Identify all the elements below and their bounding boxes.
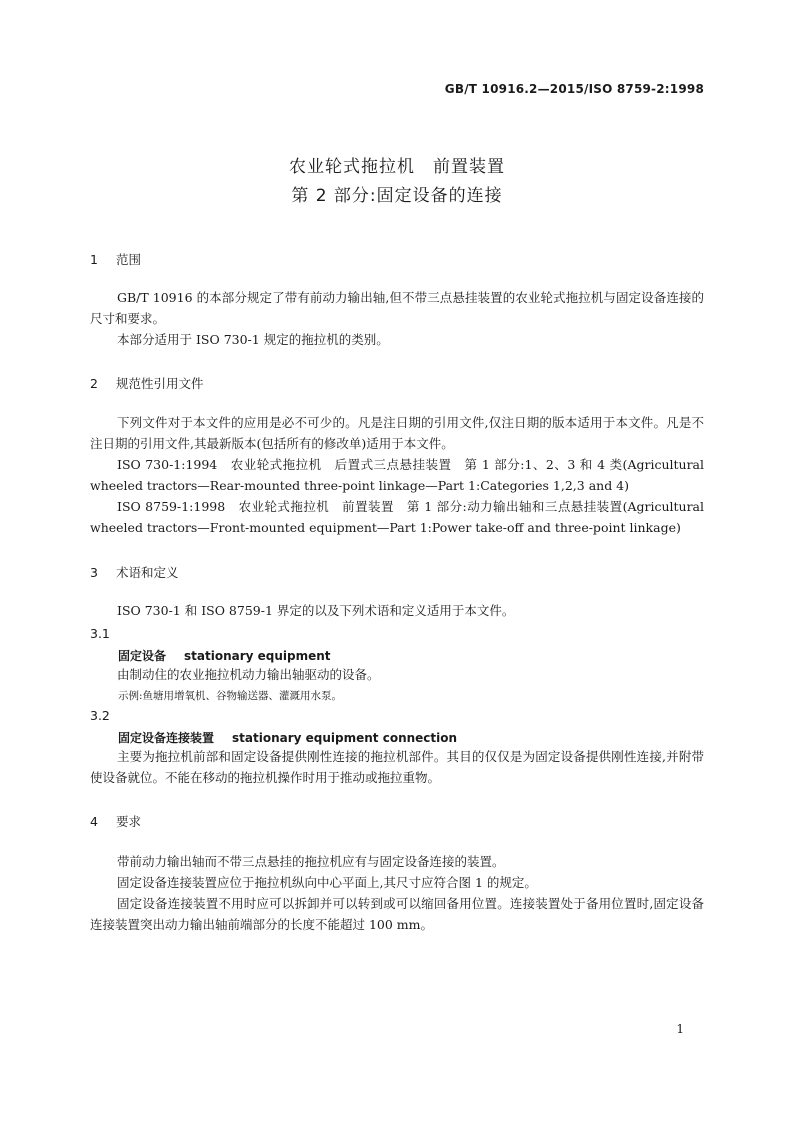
section-title: 范围: [116, 252, 142, 267]
section-3-heading: [90, 563, 179, 581]
term-3-1-example: 示例:鱼塘用增氧机、谷物输送器、灌溉用水泵。: [118, 690, 343, 702]
term-3-1: [118, 647, 331, 664]
section-title: 要求: [116, 814, 142, 829]
section-title: 规范性引用文件: [116, 376, 204, 391]
section-4-heading: [90, 812, 141, 830]
section-4-paragraph-2: 固定设备连接装置应位于拖拉机纵向中心平面上,其尺寸应符合图 1 的规定。: [117, 875, 537, 890]
term-en: stationary equipment connection: [232, 731, 458, 745]
term-zh: 固定设备: [118, 649, 167, 663]
section-title: 术语和定义: [116, 565, 179, 580]
standard-id: GB/T 10916.2—2015/ISO 8759-2:1998: [444, 82, 704, 96]
title-line-2: 第 2 部分:固定设备的连接: [291, 186, 503, 206]
page-number: 1: [676, 1022, 684, 1036]
term-3-2-number: 3.2: [90, 708, 110, 723]
term-zh: 固定设备连接装置: [118, 731, 215, 745]
term-en: stationary equipment: [184, 649, 331, 663]
section-1-paragraph-1: GB/T 10916 的本部分规定了带有前动力输出轴,但不带三点悬挂装置的农业轮式拖拉机与固定设备连接的尺寸和要求。: [90, 290, 704, 326]
term-3-2-definition: 主要为拖拉机前部和固定设备提供刚性连接的拖拉机部件。其目的仅仅是为固定设备提供刚性连接,并附带使设备就位。不能在移动的拖拉机操作时用于推动或拖拉重物。: [90, 749, 704, 785]
term-3-1-number: 3.1: [90, 626, 110, 641]
section-1-paragraph-2: 本部分适用于 ISO 730-1 规定的拖拉机的类别。: [117, 332, 389, 347]
section-4-paragraph-3: 固定设备连接装置不用时应可以拆卸并可以转到或可以缩回备用位置。连接装置处于备用位置时,固定设备连接装置突出动力输出轴前端部分的长度不能超过 100 mm。: [90, 896, 704, 932]
section-number: 4: [90, 814, 98, 829]
section-4-paragraph-1: 带前动力输出轴而不带三点悬挂的拖拉机应有与固定设备连接的装置。: [117, 854, 505, 869]
term-3-1-definition: 由制动住的农业拖拉机动力输出轴驱动的设备。: [117, 667, 380, 682]
reference-iso-730-1: ISO 730-1:1994 农业轮式拖拉机 后置式三点悬挂装置 第 1 部分:1、2、3 和 4 类(Agricultural wheeled tractors—Rear-mounted three-point linkage—Part 1:Categories 1,2,3 and 4): [90, 457, 704, 493]
section-3-paragraph-1: ISO 730-1 和 ISO 8759-1 界定的以及下列术语和定义适用于本文件。: [117, 603, 515, 618]
section-2-heading: [90, 374, 204, 392]
section-1-heading: [90, 250, 141, 268]
title-line-1: 农业轮式拖拉机 前置装置: [289, 157, 505, 177]
term-3-2: [118, 729, 457, 746]
reference-iso-8759-1: ISO 8759-1:1998 农业轮式拖拉机 前置装置 第 1 部分:动力输出轴和三点悬挂装置(Agricultural wheeled tractors—Front-mounted equipment—Part 1:Power take-off and three-point linkage): [90, 499, 704, 535]
section-number: 1: [90, 252, 98, 267]
section-2-paragraph-1: 下列文件对于本文件的应用是必不可少的。凡是注日期的引用文件,仅注日期的版本适用于本文件。凡是不注日期的引用文件,其最新版本(包括所有的修改单)适用于本文件。: [90, 415, 704, 451]
section-number: 2: [90, 376, 98, 391]
section-number: 3: [90, 565, 98, 580]
